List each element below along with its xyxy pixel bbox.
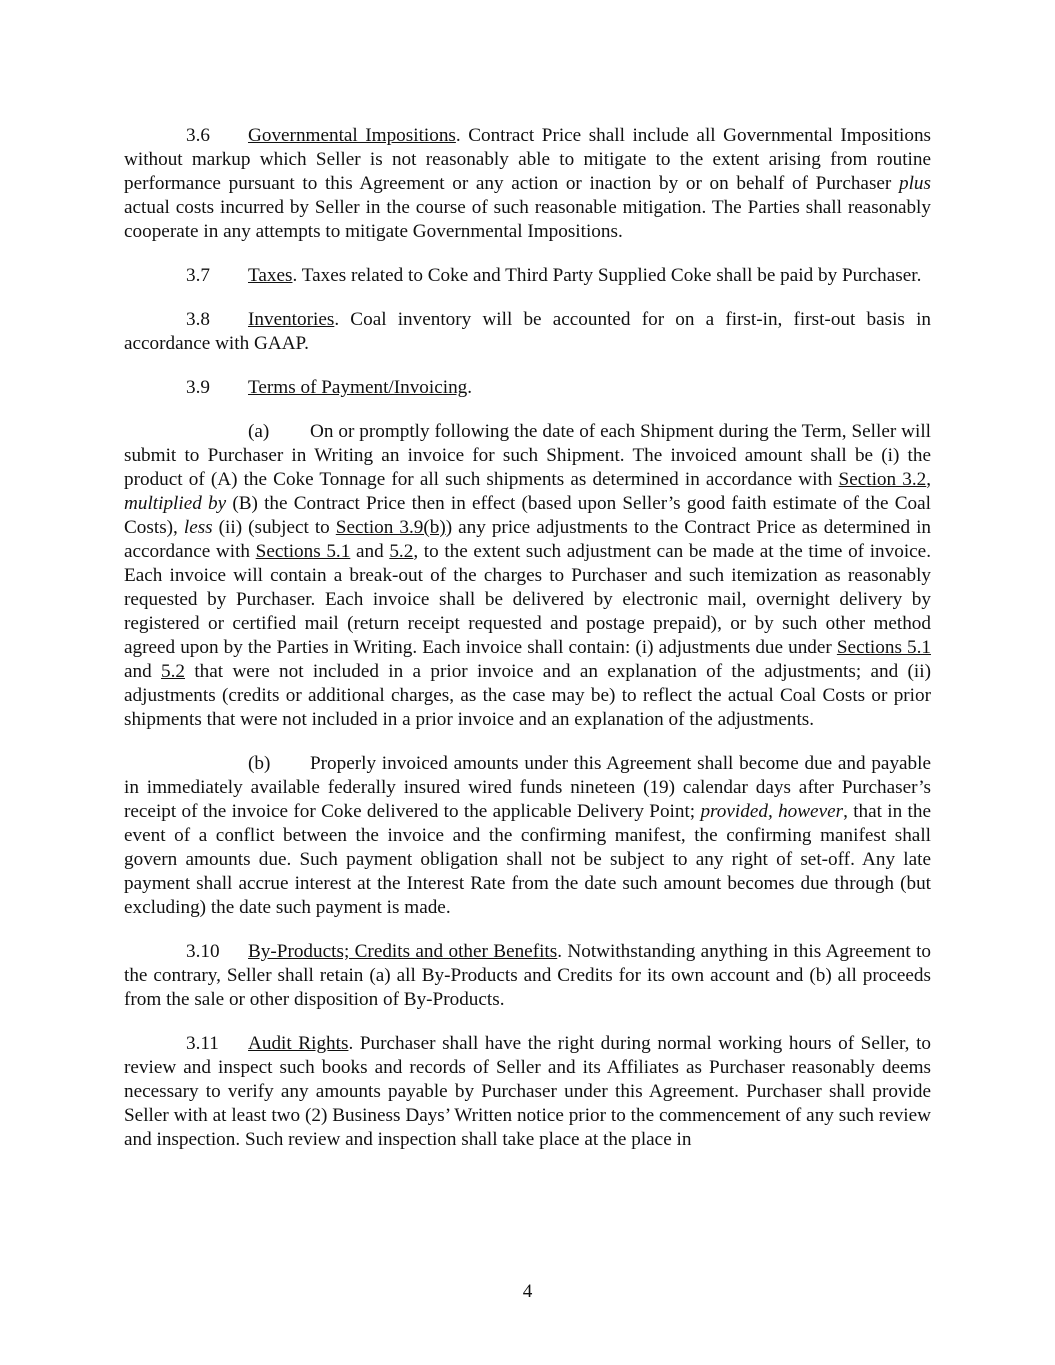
section-reference: Section 3.2 [838,469,927,490]
subsection-text: (B) the Contract Price then in effect (based upon Seller’s good faith estimate of the Coal Costs), [124,493,931,538]
section-text: . Notwithstanding anything in this Agreement to the contrary, Seller shall retain (a) all By-Products and Credits for its own account and (b) all proceeds from the sale or other disposition of By-Products. [124,941,931,1010]
section-number: 3.8 [186,309,210,330]
subsection-text: and [350,541,390,562]
subsection-text: , that in the event of a conflict between the invoice and the confirming manifest, the confirming manifest shall govern amounts due. Such payment obligation shall not be subject to any right of set-off. Any late payment shall accrue interest at the Interest Rate from the date such amount becomes due through (but excluding) the date such payment is made. [124,801,931,918]
section-text: . [467,377,473,398]
section-text: . Coal inventory will be accounted for on a first-in, first-out basis in accordance with GAAP. [124,309,931,354]
section-number: 3.7 [186,265,210,286]
section-text: . Contract Price shall include all Governmental Impositions without markup which Seller is not reasonably able to mitigate to the extent arising from routine performance pursuant to this Agreement or any action or inaction by or on behalf of Purchaser [124,125,932,194]
subsection-text: (ii) (subject to [212,517,336,538]
subsection-text: , to the extent such adjustment can be made at the time of invoice. Each invoice will contain a break-out of the charges to Purchaser and such itemization as reasonably requested by Purchaser. Each invoice shall be delivered by electronic mail, overnight delivery by registered or certified mail (return receipt requested and postage prepaid), or by such other method agreed upon by the Parties in Writing. Each invoice shall contain: (i) adjustments due under [124,541,931,658]
section-reference: 5.2 [389,541,414,562]
section-reference: Section 3.9(b) [335,517,446,538]
section-3-6 [124,124,931,244]
section-text: . Purchaser shall have the right during normal working hours of Seller, to review and inspect such books and records of Seller and its Affiliates as Purchaser reasonably deems necessary to verify any amounts payable by Purchaser under this Agreement. Purchaser shall provide Seller with at least two (2) Business Days’ Written notice prior to the commencement of any such review and inspection. Such review and inspection shall take place at the place in [124,1033,931,1150]
section-heading: Audit Rights [248,1033,349,1054]
section-heading: Terms of Payment/Invoicing [248,377,468,398]
subsection-text: and [124,661,162,682]
section-number: 3.6 [186,125,210,146]
subsection-label: (b) [248,753,271,774]
section-3-11 [124,1032,931,1152]
subsection-text: Properly invoiced amounts under this Agreement shall become due and payable in immediately available federally insured wired funds nineteen (19) calendar days after Purchaser’s receipt of the invoice for Coke delivered to the applicable Delivery Point; [124,753,931,822]
subsection-text: ) any price adjustments to the Contract Price as determined in accordance with [124,517,931,562]
document-page [124,124,931,1172]
section-number: 3.10 [186,941,220,962]
section-heading: Taxes [248,265,293,286]
section-number: 3.9 [186,377,210,398]
section-heading: By-Products; Credits and other Benefits [248,941,558,962]
subsection-label: (a) [248,421,270,442]
section-3-9-b [124,752,931,920]
section-reference: Sections 5.1 [836,637,931,658]
section-3-9-a [124,420,931,732]
subsection-text: On or promptly following the date of each Shipment during the Term, Seller will submit to Purchaser in Writing an invoice for such Shipment. The invoiced amount shall be (i) the product of (A) the Coke Tonnage for all such shipments as determined in accordance with [124,421,931,490]
section-text-italic: plus [899,173,931,194]
subsection-text: , [926,469,932,490]
section-heading: Inventories [248,309,335,330]
section-3-8 [124,308,931,356]
section-3-9 [124,376,931,400]
subsection-text: that were not included in a prior invoice and an explanation of the adjustments; and (ii) adjustments (credits or additional charges, as the case may be) to reflect the actual Coal Costs or prior shipments that were not included in a prior invoice and an explanation of the adjustments. [124,661,931,730]
page-number: 4 [522,1281,533,1302]
section-text: actual costs incurred by Seller in the course of such reasonable mitigation. The Parties shall reasonably cooperate in any attempts to mitigate Governmental Impositions. [124,197,931,242]
section-3-10 [124,940,931,1012]
subsection-text-italic: multiplied by [124,493,227,514]
section-3-7 [124,264,931,288]
section-reference: 5.2 [161,661,186,682]
section-number: 3.11 [186,1033,219,1054]
subsection-text-italic: provided, however [700,801,844,822]
section-reference: Sections 5.1 [255,541,351,562]
section-heading: Governmental Impositions [248,125,456,146]
subsection-text-italic: less [183,517,213,538]
section-text: . Taxes related to Coke and Third Party Supplied Coke shall be paid by Purchaser. [292,265,922,286]
